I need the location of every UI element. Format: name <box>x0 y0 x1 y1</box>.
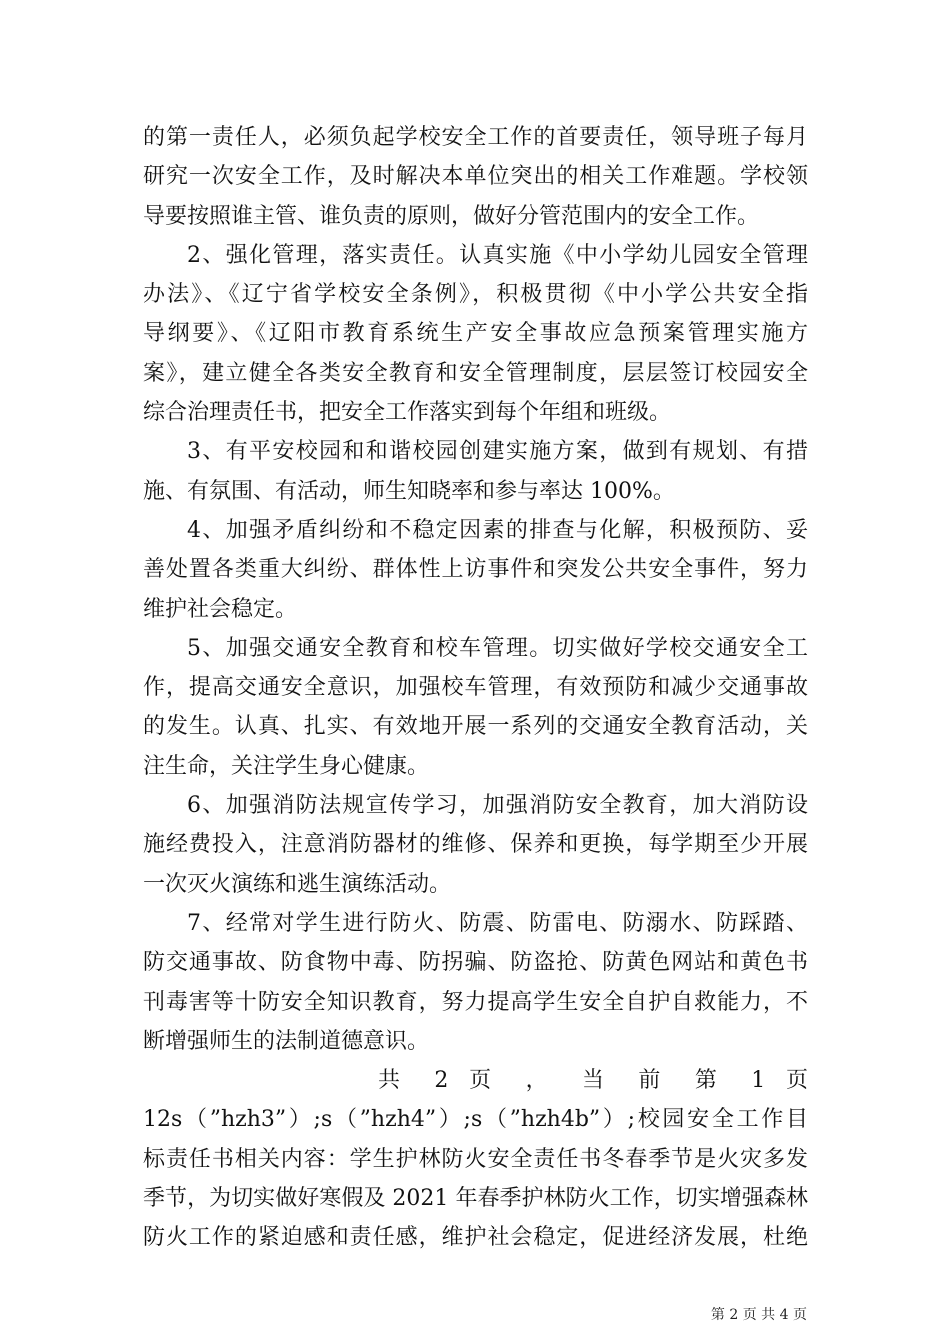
text-line: 办法》、《辽宁省学校安全条例》，积极贯彻《中小学公共安全指 <box>143 282 808 308</box>
text-line: 刊毒害等十防安全知识教育，努力提高学生安全自护自救能力，不 <box>143 989 808 1015</box>
text-line: 5、加强交通安全教育和校车管理。切实做好学校交通安全工 <box>187 635 808 661</box>
text-line: 断增强师生的法制道德意识。 <box>143 1028 430 1054</box>
text-line: 综合治理责任书，把安全工作落实到每个年组和班级。 <box>143 400 672 426</box>
text-line: 防火工作的紧迫感和责任感，维护社会稳定，促进经济发展，杜绝 <box>143 1225 808 1251</box>
text-line: 施经费投入，注意消防器材的维修、保养和更换，每学期至少开展 <box>143 832 808 858</box>
text-line: 2、强化管理，落实责任。认真实施《中小学幼儿园安全管理 <box>187 242 808 268</box>
text-line: 标责任书相关内容：学生护林防火安全责任书冬春季节是火灾多发 <box>143 1146 808 1172</box>
text-line: 7、经常对学生进行防火、防震、防雷电、防溺水、防踩踏、 <box>187 910 808 936</box>
text-line: 的发生。认真、扎实、有效地开展一系列的交通安全教育活动，关 <box>143 714 808 740</box>
text-line: 12s（”hzh3”）;s（”hzh4”）;s（”hzh4b”）;校园安全工作目 <box>143 1107 808 1133</box>
text-line: 研究一次安全工作，及时解决本单位突出的相关工作难题。学校领 <box>143 164 808 190</box>
text-line: 一次灭火演练和逃生演练活动。 <box>143 871 452 897</box>
text-line: 维护社会稳定。 <box>143 596 298 622</box>
page-footer: 第 2 页 共 4 页 <box>710 1307 807 1323</box>
text-line: 防交通事故、防食物中毒、防拐骗、防盗抢、防黄色网站和黄色书 <box>143 950 808 976</box>
text-line: 4、加强矛盾纠纷和不稳定因素的排查与化解，积极预防、妥 <box>187 517 808 543</box>
document-body <box>143 118 808 1258</box>
text-line: 案》，建立健全各类安全教育和安全管理制度，层层签订校园安全 <box>143 360 808 386</box>
text-line: 3、有平安校园和和谐校园创建实施方案，做到有规划、有措 <box>187 439 808 465</box>
text-line: 导纲要》、《辽阳市教育系统生产安全事故应急预案管理实施方 <box>143 321 808 347</box>
page-count-line: 共 2 页 ， 当 前 第 1 页 <box>378 1068 808 1094</box>
text-line: 作，提高交通安全意识，加强校车管理，有效预防和减少交通事故 <box>143 675 808 701</box>
text-line: 的第一责任人，必须负起学校安全工作的首要责任，领导班子每月 <box>143 125 808 150</box>
text-line: 施、有氛围、有活动，师生知晓率和参与率达 100%。 <box>143 478 675 504</box>
text-line: 季节，为切实做好寒假及 2021 年春季护林防火工作，切实增强森林 <box>143 1186 808 1212</box>
text-line: 注生命，关注学生身心健康。 <box>143 753 430 779</box>
text-line: 善处置各类重大纠纷、群体性上访事件和突发公共安全事件，努力 <box>143 557 808 583</box>
text-line: 导要按照谁主管、谁负责的原则，做好分管范围内的安全工作。 <box>143 203 760 229</box>
text-line: 6、加强消防法规宣传学习，加强消防安全教育，加大消防设 <box>187 793 808 819</box>
